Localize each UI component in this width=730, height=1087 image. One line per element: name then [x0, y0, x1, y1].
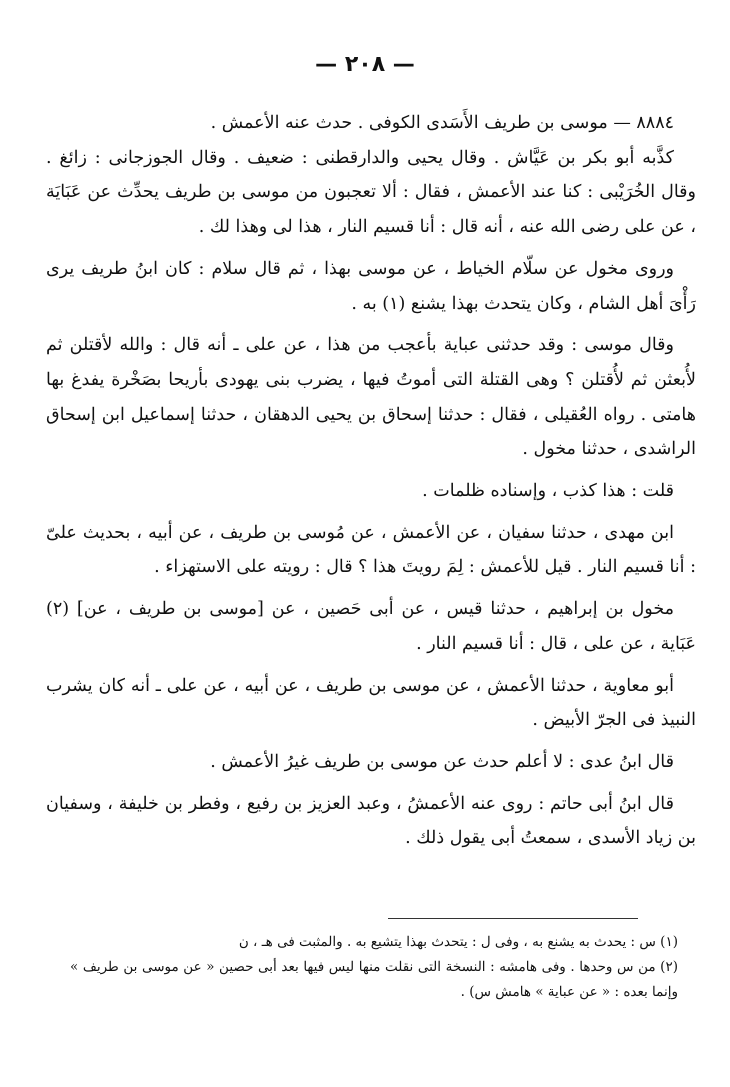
footnote-divider: [388, 918, 638, 919]
paragraph: أبو معاوية ، حدثنا الأعمش ، عن موسى بن طريف ، عن أبيه ، عن على ـ أنه كان يشرب النبيذ فى الجرّ الأبيض .: [46, 675, 696, 731]
footnote: (٢) من س وحدها . وفى هامشه : النسخة التى نقلت منها ليس فيها بعد أبى حصين « عن موسى بن طريف » وإنما بعده : « عن عباية » هامش س) .: [70, 959, 678, 1000]
page-number: — ٢٠٨ —: [315, 52, 415, 77]
footnotes: [70, 930, 678, 1005]
footnote: (١) س : يحدث به يشنع به ، وفى ل : يتحدث بهذا يتشيع به . والمثبت فى هـ ، ن: [238, 934, 678, 950]
paragraph: مخول بن إبراهيم ، حدثنا قيس ، عن أبى حَصين ، عن [موسى بن طريف ، عن] (٢) عَبَاية ، عن على ، قال : أنا قسيم النار .: [46, 599, 696, 654]
paragraph: ابن مهدى ، حدثنا سفيان ، عن الأعمش ، عن مُوسى بن طريف ، عن أبيه ، بحديث علىّ : أنا قسيم النار . قيل للأعمش : لِمَ رويتَ هذا ؟ قال : رويته على الاستهزاء .: [46, 522, 696, 578]
paragraph: كذَّبه أبو بكر بن عَيَّاش . وقال يحيى والدارقطنى : ضعيف . وقال الجوزجانى : زائغ . وقال الخُرَيْبى : كنا عند الأعمش ، فقال : ألا تعجبون من موسى بن طريف يحدِّث عن عَبَايَة ، عن على رضى الله عنه ، أنه قال : أنا قسيم النار ، هذا لى وهذا لك .: [46, 147, 696, 238]
paragraph: وروى مخول عن سلّام الخياط ، عن موسى بهذا ، ثم قال سلام : كان ابنُ طريف يرى رَأْىَ أهل الشام ، وكان يتحدث بهذا يشنع (١) به .: [46, 258, 696, 314]
paragraph: قال ابنُ أبى حاتم : روى عنه الأعمشُ ، وعبد العزيز بن رفيع ، وفطر بن خليفة ، وسفيان بن زياد الأسدى ، سمعتُ أبى يقول ذلك .: [46, 793, 696, 849]
paragraph: قلت : هذا كذب ، وإسناده ظلمات .: [422, 481, 674, 502]
main-text: [46, 106, 696, 856]
paragraph: قال ابنُ عدى : لا أعلم حدث عن موسى بن طريف غيرُ الأعمش .: [210, 751, 674, 772]
entry-heading: ٨٨٨٤ — موسى بن طريف الأَسَدى الكوفى . حدث عنه الأعمش .: [210, 113, 674, 133]
paragraph: وقال موسى : وقد حدثنى عباية بأعجب من هذا ، عن على ـ أنه قال : والله لأقتلن ثم لأُبعثن ثم لأُقتلن ؟ وهى القتلة التى أموتُ فيها ، يضرب بنى يهودى بأريحا بصَخْرة يفدغ بها هامتى . رواه العُقيلى ، فقال : حدثنا إسحاق بن يحيى الدهقان ، حدثنا إسماعيل ابن إسحاق الراشدى ، حدثنا مخول .: [46, 335, 696, 460]
